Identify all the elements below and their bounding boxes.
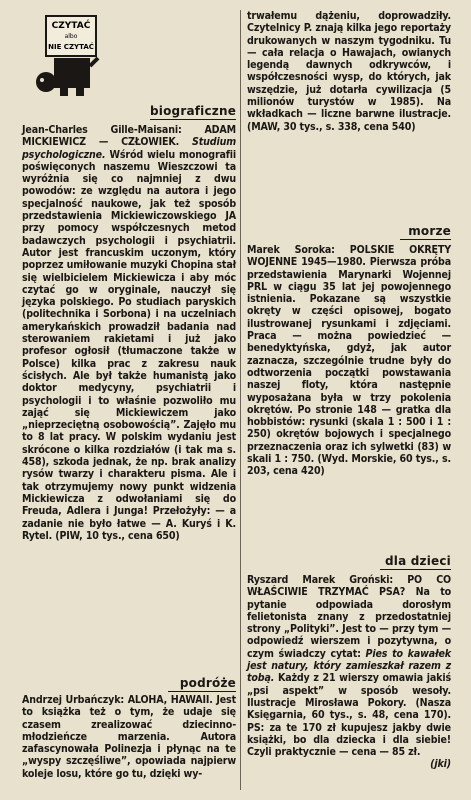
svg-text:CZYTAĆ: CZYTAĆ — [51, 21, 91, 31]
article-body: Na to pytanie odpowiada dorosłym felietonista znany z przedostatniej strony „Polityki”. Jest to — przy tym — odpowiedź wierszem i pozytywna, o czym świadczy cytat: — [247, 586, 451, 660]
article-body: Każdy z 21 wierszy omawia jakiś „psi aspekt” w sposób wesoły. Ilustracje Mirosława Pokory. (Nasza Księgarnia, 60 tys., s. 48, cena 170). PS: za te 170 zł kupujesz jakby dwie książki, bo dla dziecka i dla siebie! Czyli praktycznie — cena — 85 zł. — [247, 672, 451, 759]
article-body: Jest to książka też o tym, że udaje się czasem zrealizować dziecinno-młodzieńcze marzenia. Autora zafascynowała Polinezja i płynąc na te „wyspy szczęśliwe”, opowiada najpierw koleje losu, które go tu, dzięki wy- — [22, 694, 236, 780]
article-signature: (jki) — [430, 758, 451, 771]
article-title: POLSKIE OKRĘTY WOJENNE 1945—1980. — [247, 244, 451, 269]
article-subtitle: Studium psychologiczne. — [22, 136, 236, 161]
section-label-biograficzne: biograficzne — [150, 104, 237, 118]
article-title: ALOHA, HAWAII. — [127, 694, 217, 706]
section-label-podroze: podróże — [168, 676, 236, 692]
section-label-dla-dzieci: dla dzieci — [380, 554, 451, 570]
article-body-continuation: trwałemu dążeniu, doprowadziły. Czytelnicy P. znają kilka jego reportaży drukowanych w naszym tygodniku. Tu — cała relacja o Hawajach, owianych legendą dawnych odkrywców, i współczesności wysp, do których, jak wszędzie, już dotarła cywilizacja (5 milionów turystów w 1985). Na wkładkach — liczne barwne ilustracje. (MAW, 30 tys., s. 338, cena 540) — [247, 10, 451, 133]
article-quote: Pies to kawałek jest natury, który zamieszkał razem z tobą. — [247, 647, 451, 685]
article-author: Ryszard Marek Groński: — [247, 574, 408, 586]
article-author: Andrzej Urbańczyk: — [22, 694, 128, 706]
article-body: Pierwsza próba przedstawienia Marynarki Wojennej PRL w ciągu 35 lat jej powojennego istnienia. Pokazane są wszystkie okręty w części opisowej, bogato ilustrowanej rysunkami i zdjęciami. Praca — można powiedzieć — benedyktyńska, gdyż, jak autor zaznacza, szczególnie trudne były do odtworzenia początki powstawania naszej floty, która następnie wyposażana była w trzy pokolenia okrętów. Po stronie 148 — gratka dla hobbistów: rysunki (skala 1 : 500 i 1 : 250) okrętów bojowych i specjalnego przeznaczenia oraz ich sylwetki (83) w skali 1 : 750. (Wyd. Morskie, 60 tys., s. 203, cena 420) — [247, 256, 451, 478]
article-title: PO CO WŁAŚCIWIE TRZYMAĆ PSA? — [247, 574, 451, 599]
article-maisani — [22, 124, 236, 542]
section-label-morze: morze — [400, 224, 451, 240]
article-title: ADAM MICKIEWICZ — CZŁOWIEK. — [22, 124, 236, 149]
column-divider — [240, 10, 241, 790]
article-soroka — [247, 244, 451, 478]
article-author: Jean-Charles Gille-Maisani: — [22, 124, 205, 136]
svg-text:albo: albo — [64, 33, 78, 40]
article-urbanczyk — [22, 694, 236, 798]
article-urbanczyk-continued — [247, 10, 451, 210]
article-body: Wśród wielu monografii poświęconych naszemu Wieszczowi ta wyróżnia się co najmniej z dwu powodów: ze względu na autora i jego specjalność naukowe, jak też sposób przedstawienia Mickiewiczowskiego JA przy pomocy współczesnych metod badawczych psychologii i psychiatrii. Autor jest francuskim uczonym, który poprzez umiłowanie muzyki Chopina stał się wielbicielem Mickiewicza i aby móc czytać go w oryginale, nauczył się języka polskiego. Po studiach paryskich (politechnika i Sorbona) i na uczelniach amerykańskich prowadził badania nad sterowaniem rakietami i już jako profesor ogłosił (tłumaczone także w Polsce) kilka prac z zakresu nauk ścisłych. Ale był także humanistą jako doktor medycyny, psychiatrii i psychologii i to właśnie pozwoliło mu zająć się Mickiewiczem jako „nieprzeciętną osobowością”. Zajęło mu to 8 lat pracy. W polskim wydaniu jest skrócone o kilka rozdziałów (i tak ma s. 458), szkoda jednak, że np. brak analizy rysów twarzy i charakteru pisma. Ale i tak otrzymujemy nowy punkt widzenia Mickiewicza z odwołaniami się do Freuda, Adlera i Junga! Przełożyły: — a zadanie nie było łatwe — A. Kuryś i K. Rytel. (PIW, 10 tys., cena 650) — [22, 148, 237, 542]
article-author: Marek Soroka: — [247, 244, 350, 256]
svg-text:NIE CZYTAĆ: NIE CZYTAĆ — [48, 43, 94, 51]
article-gronski — [247, 574, 451, 771]
czytac-albo-nie-czytac-logo — [32, 14, 106, 96]
